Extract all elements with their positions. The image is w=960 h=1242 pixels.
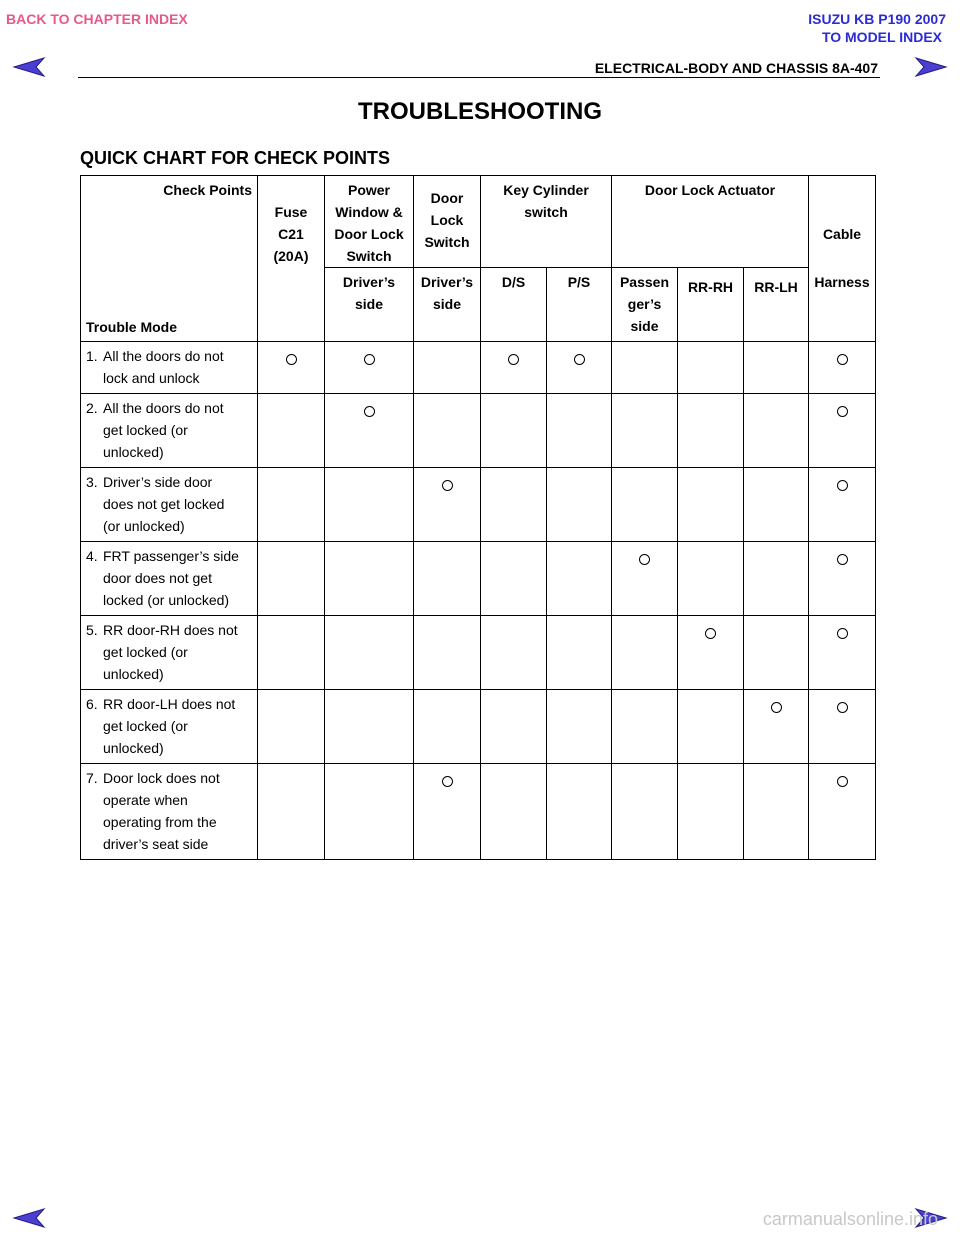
check-point-circle-icon bbox=[442, 776, 453, 787]
trouble-mode-label: Trouble Mode bbox=[86, 319, 177, 335]
trouble-mode-text: Driver’s side door bbox=[103, 474, 213, 490]
check-cell bbox=[258, 342, 325, 394]
trouble-mode-text: lock and unlock bbox=[103, 370, 200, 386]
check-cell bbox=[744, 468, 809, 542]
trouble-mode-text: door does not get bbox=[103, 570, 212, 586]
check-cell bbox=[678, 542, 744, 616]
passenger-line: Passen bbox=[619, 274, 670, 290]
trouble-mode-text: unlocked) bbox=[103, 740, 164, 756]
check-point-circle-icon bbox=[771, 702, 782, 713]
table-row bbox=[81, 468, 876, 542]
check-cell bbox=[325, 690, 414, 764]
check-cell bbox=[678, 764, 744, 860]
harness-label: Harness bbox=[814, 274, 870, 290]
watermark: carmanualsonline.info bbox=[762, 1209, 938, 1229]
check-point-circle-icon bbox=[837, 406, 848, 417]
prev-page-arrow-icon[interactable] bbox=[12, 1208, 46, 1228]
check-cell bbox=[325, 542, 414, 616]
check-cell bbox=[325, 342, 414, 394]
check-cell bbox=[678, 394, 744, 468]
back-to-chapter-index-link[interactable]: BACK TO CHAPTER INDEX bbox=[6, 11, 188, 27]
table-row bbox=[81, 616, 876, 690]
trouble-mode-text: operate when bbox=[103, 792, 188, 808]
trouble-mode-cell bbox=[81, 342, 258, 394]
trouble-mode-number: 1. bbox=[86, 348, 98, 364]
header-divider bbox=[78, 77, 880, 78]
check-cell bbox=[414, 468, 481, 542]
check-cell bbox=[744, 690, 809, 764]
sub-driver-side-dl bbox=[414, 268, 481, 342]
check-point-circle-icon bbox=[442, 480, 453, 491]
check-cell bbox=[547, 394, 612, 468]
key-cylinder-line: switch bbox=[524, 204, 568, 220]
trouble-mode-number: 3. bbox=[86, 474, 98, 490]
door-lock-switch-line: Lock bbox=[430, 212, 464, 228]
check-point-circle-icon bbox=[837, 354, 848, 365]
power-window-line: Door Lock bbox=[334, 226, 404, 242]
trouble-mode-cell bbox=[81, 542, 258, 616]
check-cell bbox=[547, 468, 612, 542]
check-point-circle-icon bbox=[364, 406, 375, 417]
check-cell bbox=[414, 394, 481, 468]
trouble-mode-text: locked (or unlocked) bbox=[103, 592, 230, 608]
check-cell bbox=[258, 690, 325, 764]
check-cell bbox=[547, 690, 612, 764]
check-cell bbox=[325, 468, 414, 542]
trouble-mode-text: operating from the bbox=[103, 814, 217, 830]
check-cell bbox=[744, 616, 809, 690]
check-point-circle-icon bbox=[837, 480, 848, 491]
sub-rr-lh bbox=[744, 268, 809, 342]
trouble-mode-number: 5. bbox=[86, 622, 98, 638]
fuse-line: C21 bbox=[278, 226, 304, 242]
trouble-mode-text: RR door-LH does not bbox=[103, 696, 236, 712]
col-fuse bbox=[258, 176, 325, 342]
prev-page-arrow-icon[interactable] bbox=[12, 57, 46, 77]
check-point-circle-icon bbox=[837, 628, 848, 639]
passenger-line: side bbox=[630, 318, 659, 334]
page-title: TROUBLESHOOTING bbox=[358, 98, 602, 125]
check-cell bbox=[414, 616, 481, 690]
check-cell bbox=[258, 616, 325, 690]
check-cell bbox=[547, 542, 612, 616]
ds-label: D/S bbox=[501, 274, 526, 290]
next-page-arrow-icon[interactable] bbox=[914, 57, 948, 77]
trouble-mode-cell bbox=[81, 616, 258, 690]
check-cell bbox=[612, 690, 678, 764]
trouble-mode-number: 2. bbox=[86, 400, 98, 416]
check-cell bbox=[809, 616, 876, 690]
driver-side-line: side bbox=[432, 296, 461, 312]
check-cell bbox=[809, 764, 876, 860]
check-cell bbox=[678, 468, 744, 542]
trouble-mode-text: get locked (or bbox=[103, 422, 188, 438]
col-power-window-switch bbox=[325, 176, 414, 268]
check-cell bbox=[258, 764, 325, 860]
check-point-circle-icon bbox=[837, 776, 848, 787]
check-cell bbox=[612, 342, 678, 394]
check-cell bbox=[414, 342, 481, 394]
section-header: ELECTRICAL-BODY AND CHASSIS 8A-407 bbox=[594, 60, 878, 76]
cable-label: Cable bbox=[822, 226, 862, 242]
check-cell bbox=[744, 542, 809, 616]
trouble-mode-text: driver’s seat side bbox=[103, 836, 209, 852]
check-cell bbox=[744, 394, 809, 468]
door-lock-switch-line: Switch bbox=[424, 234, 470, 250]
power-window-line: Power bbox=[347, 182, 390, 198]
sub-ds bbox=[481, 268, 547, 342]
sub-ps bbox=[547, 268, 612, 342]
check-cell bbox=[678, 616, 744, 690]
check-cell bbox=[612, 542, 678, 616]
check-cell bbox=[481, 616, 547, 690]
rr-lh-label: RR-LH bbox=[754, 279, 798, 295]
trouble-mode-cell bbox=[81, 468, 258, 542]
check-cell bbox=[612, 616, 678, 690]
table-row bbox=[81, 394, 876, 468]
quick-check-chart bbox=[80, 175, 876, 860]
trouble-mode-text: FRT passenger’s side bbox=[103, 548, 239, 564]
check-cell bbox=[481, 394, 547, 468]
trouble-mode-number: 4. bbox=[86, 548, 98, 564]
trouble-mode-text: get locked (or bbox=[103, 644, 188, 660]
check-points-label: Check Points bbox=[163, 182, 252, 198]
check-point-circle-icon bbox=[364, 354, 375, 365]
check-cell bbox=[325, 394, 414, 468]
power-window-line: Switch bbox=[346, 248, 392, 264]
check-cell bbox=[744, 764, 809, 860]
check-point-circle-icon bbox=[286, 354, 297, 365]
passenger-line: ger’s bbox=[627, 296, 662, 312]
check-cell bbox=[481, 764, 547, 860]
check-point-circle-icon bbox=[837, 702, 848, 713]
check-cell bbox=[809, 394, 876, 468]
check-cell bbox=[414, 542, 481, 616]
check-cell bbox=[258, 394, 325, 468]
trouble-mode-text: (or unlocked) bbox=[103, 518, 185, 534]
trouble-mode-text: unlocked) bbox=[103, 444, 164, 460]
key-cylinder-line: Key Cylinder bbox=[503, 182, 589, 198]
check-cell bbox=[809, 690, 876, 764]
driver-side-line: Driver’s bbox=[342, 274, 396, 290]
check-cell bbox=[809, 342, 876, 394]
check-point-circle-icon bbox=[639, 554, 650, 565]
check-cell bbox=[481, 690, 547, 764]
trouble-mode-text: All the doors do not bbox=[103, 348, 224, 364]
check-cell bbox=[612, 468, 678, 542]
check-cell bbox=[678, 342, 744, 394]
check-cell bbox=[481, 542, 547, 616]
table-row bbox=[81, 764, 876, 860]
check-cell bbox=[325, 764, 414, 860]
check-point-circle-icon bbox=[574, 354, 585, 365]
sub-driver-side-pw bbox=[325, 268, 414, 342]
sub-passenger-side bbox=[612, 268, 678, 342]
col-cable-harness bbox=[809, 176, 876, 342]
power-window-line: Window & bbox=[335, 204, 403, 220]
sub-rr-rh bbox=[678, 268, 744, 342]
trouble-mode-number: 7. bbox=[86, 770, 98, 786]
trouble-mode-text: get locked (or bbox=[103, 718, 188, 734]
col-door-lock-switch bbox=[414, 176, 481, 268]
col-door-lock-actuator bbox=[612, 176, 809, 268]
check-cell bbox=[678, 690, 744, 764]
trouble-mode-text: unlocked) bbox=[103, 666, 164, 682]
check-cell bbox=[744, 342, 809, 394]
trouble-mode-number: 6. bbox=[86, 696, 98, 712]
check-cell bbox=[612, 764, 678, 860]
check-cell bbox=[809, 542, 876, 616]
check-cell bbox=[414, 764, 481, 860]
chart-title: QUICK CHART FOR CHECK POINTS bbox=[80, 148, 390, 168]
check-point-circle-icon bbox=[508, 354, 519, 365]
check-cell bbox=[414, 690, 481, 764]
actuator-label: Door Lock Actuator bbox=[644, 182, 776, 198]
trouble-mode-cell bbox=[81, 690, 258, 764]
check-cell bbox=[481, 342, 547, 394]
model-title-link[interactable]: ISUZU KB P190 2007 bbox=[808, 11, 946, 27]
trouble-mode-text: RR door-RH does not bbox=[103, 622, 238, 638]
check-cell bbox=[258, 542, 325, 616]
check-cell bbox=[547, 342, 612, 394]
col-key-cylinder-switch bbox=[481, 176, 612, 268]
ps-label: P/S bbox=[567, 274, 591, 290]
check-cell bbox=[325, 616, 414, 690]
table-corner-header bbox=[81, 176, 258, 342]
check-cell bbox=[481, 468, 547, 542]
check-cell bbox=[809, 468, 876, 542]
table-row bbox=[81, 690, 876, 764]
fuse-line: Fuse bbox=[274, 204, 308, 220]
table-row bbox=[81, 342, 876, 394]
driver-side-line: side bbox=[354, 296, 383, 312]
trouble-mode-cell bbox=[81, 764, 258, 860]
trouble-mode-cell bbox=[81, 394, 258, 468]
door-lock-switch-line: Door bbox=[430, 190, 464, 206]
check-point-circle-icon bbox=[705, 628, 716, 639]
rr-rh-label: RR-RH bbox=[687, 279, 734, 295]
check-cell bbox=[547, 764, 612, 860]
driver-side-line: Driver’s bbox=[420, 274, 474, 290]
trouble-mode-text: does not get locked bbox=[103, 496, 225, 512]
trouble-mode-text: Door lock does not bbox=[103, 770, 220, 786]
check-point-circle-icon bbox=[837, 554, 848, 565]
to-model-index-link[interactable]: TO MODEL INDEX bbox=[821, 29, 942, 45]
trouble-mode-text: All the doors do not bbox=[103, 400, 224, 416]
check-cell bbox=[612, 394, 678, 468]
check-cell bbox=[258, 468, 325, 542]
check-cell bbox=[547, 616, 612, 690]
fuse-line: (20A) bbox=[273, 248, 309, 264]
table-row bbox=[81, 542, 876, 616]
